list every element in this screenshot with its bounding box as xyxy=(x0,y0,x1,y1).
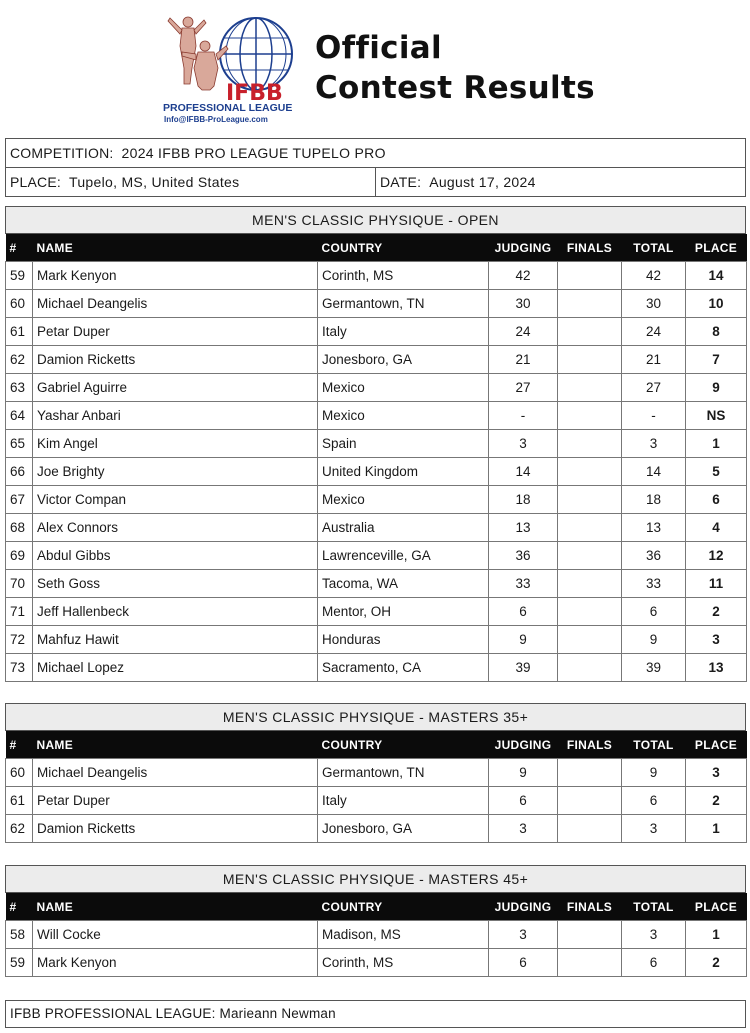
cell-name: Mahfuz Hawit xyxy=(33,626,318,654)
cell-judging: 6 xyxy=(489,598,558,626)
cell-num: 58 xyxy=(6,921,33,949)
cell-num: 60 xyxy=(6,759,33,787)
column-header-judging: JUDGING xyxy=(489,234,558,262)
table-row xyxy=(6,262,747,290)
cell-total: 3 xyxy=(622,815,686,843)
cell-finals xyxy=(558,262,622,290)
place-value: Tupelo, MS, United States xyxy=(69,174,240,190)
cell-name: Yashar Anbari xyxy=(33,402,318,430)
title-line-2: Contest Results xyxy=(315,70,595,106)
competition-value: 2024 IFBB PRO LEAGUE TUPELO PRO xyxy=(121,145,386,161)
cell-total: 18 xyxy=(622,486,686,514)
athletes-icon xyxy=(168,17,228,90)
cell-num: 70 xyxy=(6,570,33,598)
cell-name: Alex Connors xyxy=(33,514,318,542)
cell-total: 9 xyxy=(622,759,686,787)
cell-finals xyxy=(558,290,622,318)
table-row xyxy=(6,374,747,402)
column-header-finals: FINALS xyxy=(558,731,622,759)
cell-judging: 6 xyxy=(489,949,558,977)
cell-country: Germantown, TN xyxy=(318,290,489,318)
cell-num: 62 xyxy=(6,346,33,374)
column-header-total: TOTAL xyxy=(622,234,686,262)
cell-total: 24 xyxy=(622,318,686,346)
cell-name: Kim Angel xyxy=(33,430,318,458)
cell-place: 3 xyxy=(686,759,747,787)
cell-place: 12 xyxy=(686,542,747,570)
cell-country: Italy xyxy=(318,787,489,815)
cell-place: 11 xyxy=(686,570,747,598)
results-table xyxy=(5,731,747,843)
cell-finals xyxy=(558,570,622,598)
cell-num: 59 xyxy=(6,262,33,290)
results-table xyxy=(5,893,747,977)
cell-name: Damion Ricketts xyxy=(33,815,318,843)
cell-finals xyxy=(558,921,622,949)
column-header-place: PLACE xyxy=(686,893,747,921)
cell-place: 2 xyxy=(686,949,747,977)
table-row xyxy=(6,654,747,682)
cell-name: Petar Duper xyxy=(33,787,318,815)
cell-judging: 9 xyxy=(489,626,558,654)
column-header-finals: FINALS xyxy=(558,893,622,921)
column-header-name: NAME xyxy=(33,893,318,921)
logo-wordmark: IFBB xyxy=(226,81,283,106)
cell-total: 14 xyxy=(622,458,686,486)
cell-place: 14 xyxy=(686,262,747,290)
table-row xyxy=(6,626,747,654)
cell-finals xyxy=(558,402,622,430)
cell-total: 9 xyxy=(622,626,686,654)
cell-place: 9 xyxy=(686,374,747,402)
table-row xyxy=(6,949,747,977)
cell-total: 3 xyxy=(622,921,686,949)
page-header xyxy=(0,0,750,132)
cell-country: Corinth, MS xyxy=(318,949,489,977)
cell-judging: 3 xyxy=(489,430,558,458)
table-row xyxy=(6,570,747,598)
cell-place: 1 xyxy=(686,921,747,949)
cell-finals xyxy=(558,542,622,570)
cell-finals xyxy=(558,949,622,977)
cell-num: 68 xyxy=(6,514,33,542)
cell-finals xyxy=(558,514,622,542)
cell-country: Honduras xyxy=(318,626,489,654)
cell-judging: 36 xyxy=(489,542,558,570)
table-row xyxy=(6,486,747,514)
cell-judging: 21 xyxy=(489,346,558,374)
cell-place: 6 xyxy=(686,486,747,514)
cell-place: 2 xyxy=(686,787,747,815)
date-label: DATE: xyxy=(380,174,422,190)
results-section xyxy=(5,865,746,977)
table-row xyxy=(6,542,747,570)
cell-place: 3 xyxy=(686,626,747,654)
cell-finals xyxy=(558,346,622,374)
cell-name: Jeff Hallenbeck xyxy=(33,598,318,626)
cell-place: 13 xyxy=(686,654,747,682)
table-header-row xyxy=(6,893,747,921)
section-title: MEN'S CLASSIC PHYSIQUE - MASTERS 35+ xyxy=(5,703,746,731)
table-header-row xyxy=(6,731,747,759)
cell-name: Damion Ricketts xyxy=(33,346,318,374)
page-title xyxy=(315,28,595,108)
cell-num: 59 xyxy=(6,949,33,977)
cell-place: 4 xyxy=(686,514,747,542)
cell-num: 63 xyxy=(6,374,33,402)
cell-country: Jonesboro, GA xyxy=(318,815,489,843)
cell-finals xyxy=(558,318,622,346)
cell-judging: 27 xyxy=(489,374,558,402)
logo-email: Info@IFBB-ProLeague.com xyxy=(164,115,268,124)
cell-place: 1 xyxy=(686,430,747,458)
cell-country: Mexico xyxy=(318,374,489,402)
column-header-country: COUNTRY xyxy=(318,731,489,759)
cell-judging: 18 xyxy=(489,486,558,514)
column-header-total: TOTAL xyxy=(622,731,686,759)
column-header-country: COUNTRY xyxy=(318,234,489,262)
column-header-name: NAME xyxy=(33,234,318,262)
cell-name: Mark Kenyon xyxy=(33,949,318,977)
cell-country: Italy xyxy=(318,318,489,346)
column-header-num: # xyxy=(6,234,33,262)
column-header-finals: FINALS xyxy=(558,234,622,262)
cell-judging: 39 xyxy=(489,654,558,682)
cell-judging: - xyxy=(489,402,558,430)
table-row xyxy=(6,514,747,542)
logo-subtext: PROFESSIONAL LEAGUE xyxy=(163,102,293,114)
cell-num: 65 xyxy=(6,430,33,458)
cell-name: Victor Compan xyxy=(33,486,318,514)
cell-name: Seth Goss xyxy=(33,570,318,598)
table-row xyxy=(6,921,747,949)
table-row xyxy=(6,318,747,346)
cell-place: 1 xyxy=(686,815,747,843)
results-section xyxy=(5,206,746,682)
table-row xyxy=(6,598,747,626)
cell-total: 39 xyxy=(622,654,686,682)
table-row xyxy=(6,787,747,815)
competition-row xyxy=(6,139,745,167)
cell-total: 36 xyxy=(622,542,686,570)
cell-place: 8 xyxy=(686,318,747,346)
cell-num: 72 xyxy=(6,626,33,654)
cell-finals xyxy=(558,458,622,486)
column-header-country: COUNTRY xyxy=(318,893,489,921)
cell-num: 66 xyxy=(6,458,33,486)
cell-finals xyxy=(558,430,622,458)
section-title: MEN'S CLASSIC PHYSIQUE - MASTERS 45+ xyxy=(5,865,746,893)
cell-name: Gabriel Aguirre xyxy=(33,374,318,402)
cell-finals xyxy=(558,787,622,815)
cell-judging: 6 xyxy=(489,787,558,815)
results-section xyxy=(5,703,746,843)
table-row xyxy=(6,346,747,374)
cell-total: 6 xyxy=(622,949,686,977)
column-header-judging: JUDGING xyxy=(489,893,558,921)
cell-total: 42 xyxy=(622,262,686,290)
footer: IFBB PROFESSIONAL LEAGUE: Marieann Newman xyxy=(5,1000,746,1028)
cell-country: Sacramento, CA xyxy=(318,654,489,682)
cell-country: Mexico xyxy=(318,486,489,514)
cell-finals xyxy=(558,759,622,787)
competition-label: COMPETITION: xyxy=(10,145,114,161)
table-row xyxy=(6,458,747,486)
cell-country: Australia xyxy=(318,514,489,542)
cell-finals xyxy=(558,374,622,402)
cell-place: 2 xyxy=(686,598,747,626)
cell-country: Tacoma, WA xyxy=(318,570,489,598)
cell-total: 33 xyxy=(622,570,686,598)
cell-total: 21 xyxy=(622,346,686,374)
table-row xyxy=(6,815,747,843)
ifbb-logo xyxy=(160,12,305,124)
cell-country: Germantown, TN xyxy=(318,759,489,787)
cell-finals xyxy=(558,815,622,843)
cell-name: Will Cocke xyxy=(33,921,318,949)
column-header-name: NAME xyxy=(33,731,318,759)
cell-total: 27 xyxy=(622,374,686,402)
cell-country: Mentor, OH xyxy=(318,598,489,626)
table-row xyxy=(6,430,747,458)
cell-country: Jonesboro, GA xyxy=(318,346,489,374)
cell-place: NS xyxy=(686,402,747,430)
cell-name: Michael Lopez xyxy=(33,654,318,682)
cell-judging: 3 xyxy=(489,921,558,949)
cell-num: 61 xyxy=(6,787,33,815)
table-row xyxy=(6,402,747,430)
column-header-place: PLACE xyxy=(686,731,747,759)
table-header-row xyxy=(6,234,747,262)
cell-finals xyxy=(558,654,622,682)
cell-place: 5 xyxy=(686,458,747,486)
cell-name: Mark Kenyon xyxy=(33,262,318,290)
globe-icon xyxy=(220,18,292,90)
cell-country: United Kingdom xyxy=(318,458,489,486)
cell-finals xyxy=(558,598,622,626)
cell-judging: 9 xyxy=(489,759,558,787)
place-date-row xyxy=(6,167,745,196)
cell-name: Michael Deangelis xyxy=(33,759,318,787)
table-row xyxy=(6,759,747,787)
cell-name: Joe Brighty xyxy=(33,458,318,486)
cell-name: Petar Duper xyxy=(33,318,318,346)
table-row xyxy=(6,290,747,318)
cell-place: 7 xyxy=(686,346,747,374)
cell-judging: 14 xyxy=(489,458,558,486)
cell-judging: 33 xyxy=(489,570,558,598)
cell-total: 13 xyxy=(622,514,686,542)
cell-num: 67 xyxy=(6,486,33,514)
cell-total: 6 xyxy=(622,787,686,815)
cell-num: 71 xyxy=(6,598,33,626)
cell-name: Michael Deangelis xyxy=(33,290,318,318)
cell-finals xyxy=(558,626,622,654)
cell-num: 62 xyxy=(6,815,33,843)
cell-country: Lawrenceville, GA xyxy=(318,542,489,570)
section-title: MEN'S CLASSIC PHYSIQUE - OPEN xyxy=(5,206,746,234)
cell-total: 6 xyxy=(622,598,686,626)
column-header-num: # xyxy=(6,893,33,921)
cell-country: Mexico xyxy=(318,402,489,430)
cell-place: 10 xyxy=(686,290,747,318)
results-table xyxy=(5,234,747,682)
column-header-total: TOTAL xyxy=(622,893,686,921)
cell-country: Madison, MS xyxy=(318,921,489,949)
cell-name: Abdul Gibbs xyxy=(33,542,318,570)
column-header-num: # xyxy=(6,731,33,759)
cell-judging: 3 xyxy=(489,815,558,843)
title-line-1: Official xyxy=(315,30,442,66)
cell-num: 64 xyxy=(6,402,33,430)
cell-judging: 42 xyxy=(489,262,558,290)
cell-finals xyxy=(558,486,622,514)
cell-num: 73 xyxy=(6,654,33,682)
cell-country: Spain xyxy=(318,430,489,458)
column-header-judging: JUDGING xyxy=(489,731,558,759)
cell-country: Corinth, MS xyxy=(318,262,489,290)
cell-num: 69 xyxy=(6,542,33,570)
cell-num: 61 xyxy=(6,318,33,346)
cell-total: 3 xyxy=(622,430,686,458)
cell-judging: 24 xyxy=(489,318,558,346)
column-header-place: PLACE xyxy=(686,234,747,262)
cell-num: 60 xyxy=(6,290,33,318)
place-label: PLACE: xyxy=(10,174,61,190)
cell-total: - xyxy=(622,402,686,430)
cell-judging: 13 xyxy=(489,514,558,542)
cell-judging: 30 xyxy=(489,290,558,318)
date-value: August 17, 2024 xyxy=(429,174,536,190)
cell-total: 30 xyxy=(622,290,686,318)
competition-info xyxy=(5,138,746,197)
